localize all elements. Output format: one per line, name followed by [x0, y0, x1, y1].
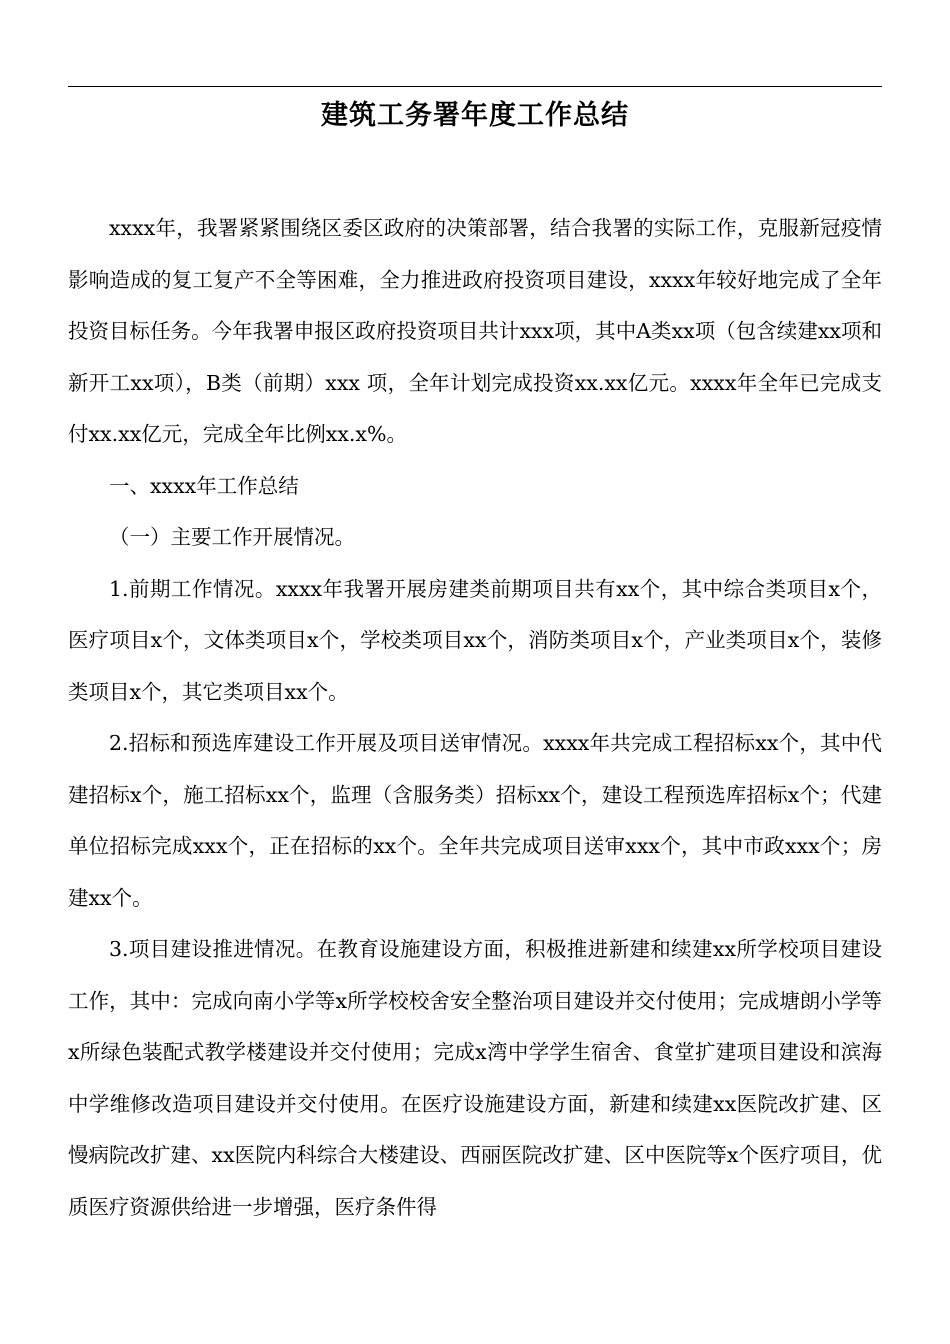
paragraph-item-1: 1.前期工作情况。xxxx年我署开展房建类前期项目共有xx个，其中综合类项目x个，医疗项目x个，文体类项目x个，学校类项目xx个，消防类项目x个，产业类项目x个，装修类项目x个，其它类项目xx个。 [68, 576, 882, 704]
paragraph-item-3: 3.项目建设推进情况。在教育设施建设方面，积极推进新建和续建xx所学校项目建设工作，其中：完成向南小学等x所学校校舍安全整治项目建设并交付使用；完成塘朗小学等x所绿色装配式教学楼建设并交付使用；完成x湾中学学生宿舍、食堂扩建项目建设和滨海中学维修改造项目建设并交付使用。在医疗设施建设方面，新建和续建xx医院改扩建、区慢病院改扩建、xx医院内科综合大楼建设、西丽医院改扩建、区中医院等x个医疗项目，优质医疗资源供给进一步增强，医疗条件得 [68, 937, 882, 1219]
header-rule [68, 86, 882, 87]
section-heading: 一、xxxx年工作总结 [109, 473, 299, 498]
document-title: 建筑工务署年度工作总结 [321, 100, 629, 131]
paragraph-intro: xxxx年，我署紧紧围绕区委区政府的决策部署，结合我署的实际工作，克服新冠疫情影响造成的复工复产不全等困难，全力推进政府投资项目建设，xxxx年较好地完成了全年投资目标任务。今年我署申报区政府投资项目共计xxx项，其中A类xx项（包含续建xx项和新开工xx项），B类（前期）xxx 项，全年计划完成投资xx.xx亿元。xxxx年全年已完成支付xx.xx亿元，完成全年比例xx.x%。 [68, 216, 882, 446]
subsection-heading: （一）主要工作开展情况。 [109, 525, 355, 549]
document-body [68, 203, 882, 1233]
paragraph-item-2: 2.招标和预选库建设工作开展及项目送审情况。xxxx年共完成工程招标xx个，其中代建招标x个，施工招标xx个，监理（含服务类）招标xx个，建设工程预选库招标x个；代建单位招标完成xxx个，正在招标的xx个。全年共完成项目送审xxx个，其中市政xxx个；房建xx个。 [68, 731, 882, 910]
